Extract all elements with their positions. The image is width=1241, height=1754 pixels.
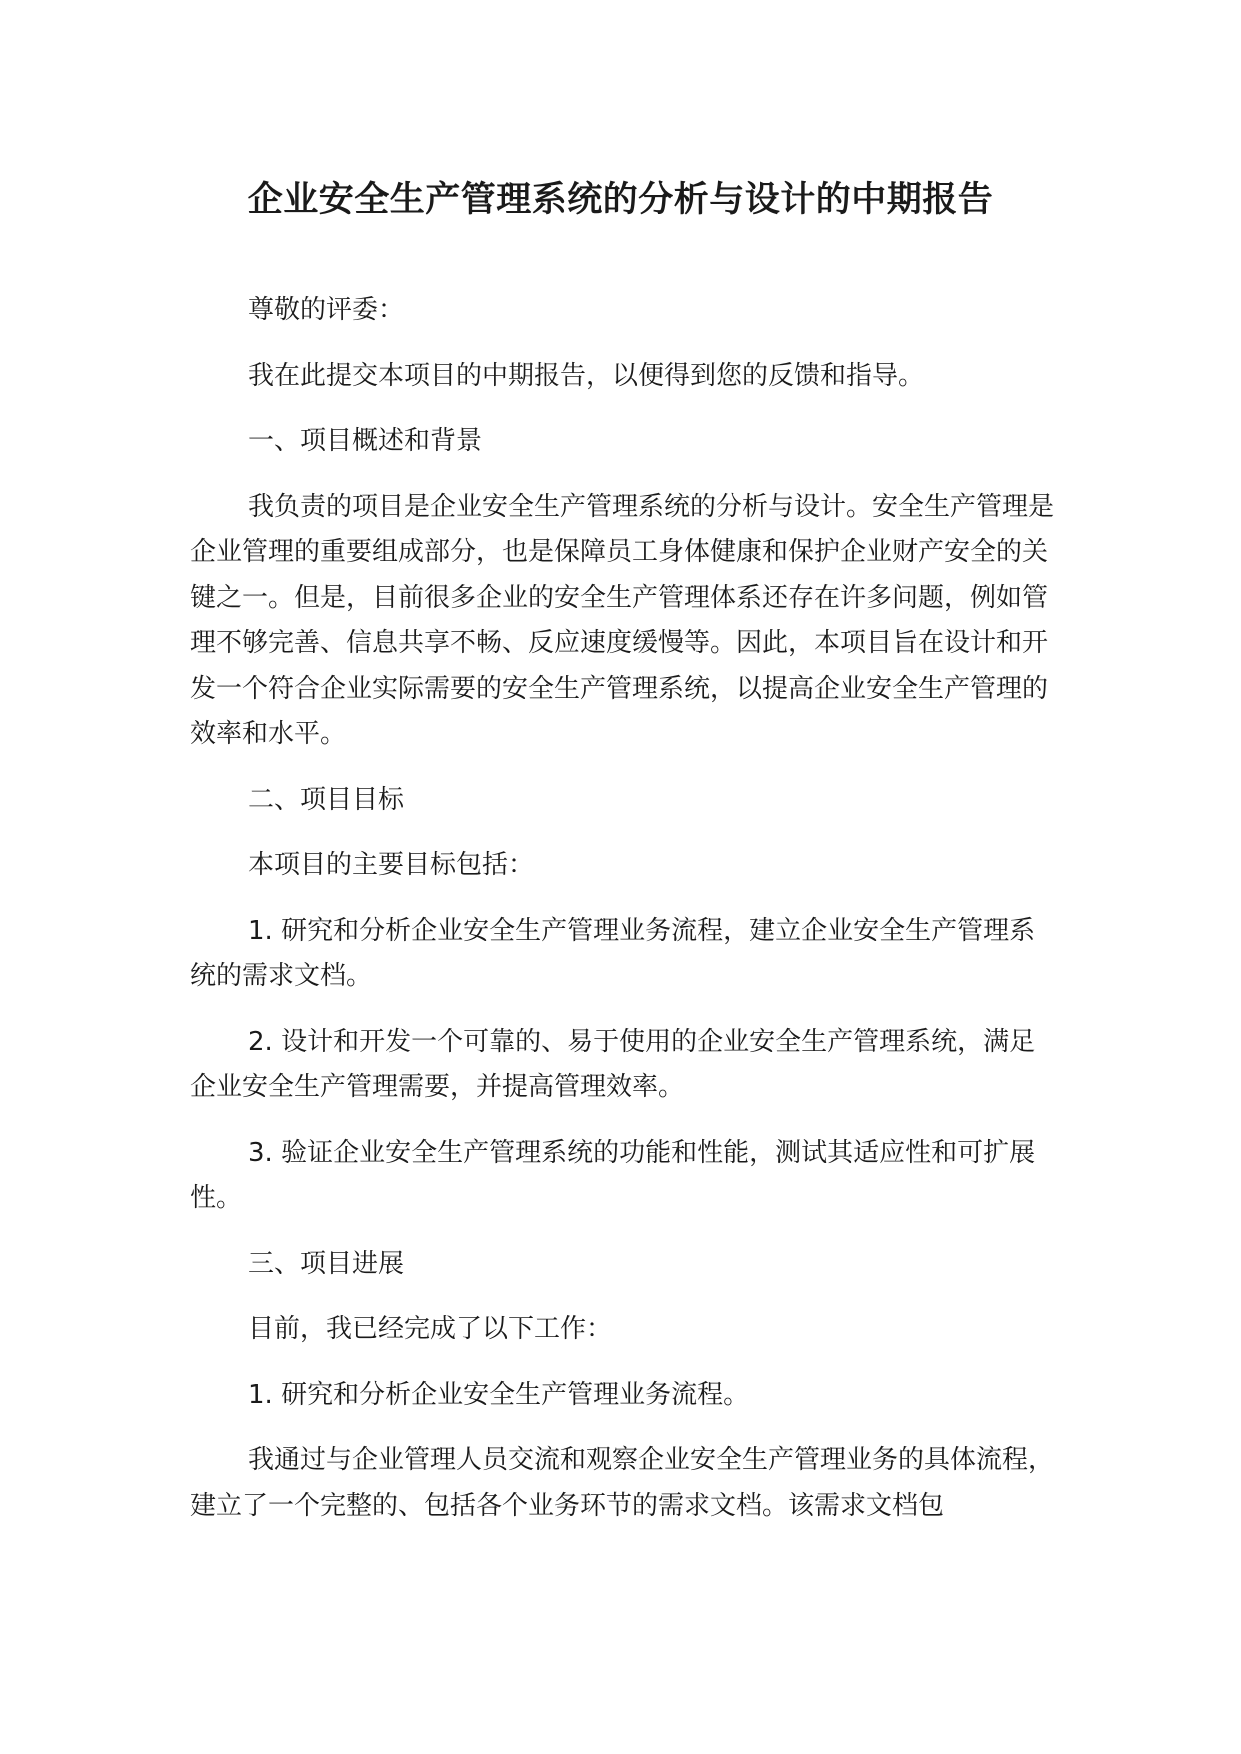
section-heading-overview: 一、项目概述和背景 xyxy=(248,426,483,456)
goal-item-3: 3. 验证企业安全生产管理系统的功能和性能，测试其适应性和可扩展性。 xyxy=(190,1137,1036,1213)
intro-paragraph: 我在此提交本项目的中期报告，以便得到您的反馈和指导。 xyxy=(248,360,925,391)
goal-item-2: 2. 设计和开发一个可靠的、易于使用的企业安全生产管理系统，满足企业安全生产管理需要，并提高管理效率。 xyxy=(190,1026,1036,1102)
goals-intro: 本项目的主要目标包括： xyxy=(248,850,535,880)
section-heading-goals: 二、项目目标 xyxy=(248,784,405,815)
overview-paragraph: 我负责的项目是企业安全生产管理系统的分析与设计。安全生产管理是企业管理的重要组成部分，也是保障员工身体健康和保护企业财产安全的关键之一。但是，目前很多企业的安全生产管理体系还存在许多问题，例如管理不够完善、信息共享不畅、反应速度缓慢等。因此，本项目旨在设计和开发一个符合企业实际需要的安全生产管理系统，以提高企业安全生产管理的效率和水平。 xyxy=(190,491,1055,749)
document-title: 企业安全生产管理系统的分析与设计的中期报告 xyxy=(247,180,994,220)
salutation: 尊敬的评委： xyxy=(248,295,405,325)
section-heading-progress: 三、项目进展 xyxy=(248,1248,405,1279)
goal-item-1: 1. 研究和分析企业安全生产管理业务流程，建立企业安全生产管理系统的需求文档。 xyxy=(190,915,1036,991)
progress-detail-paragraph: 我通过与企业管理人员交流和观察企业安全生产管理业务的具体流程，建立了一个完整的、包括各个业务环节的需求文档。该需求文档包 xyxy=(190,1445,1055,1521)
progress-item-1: 1. 研究和分析企业安全生产管理业务流程。 xyxy=(248,1379,750,1410)
document-body xyxy=(190,288,1054,1529)
progress-intro: 目前，我已经完成了以下工作： xyxy=(248,1314,613,1344)
